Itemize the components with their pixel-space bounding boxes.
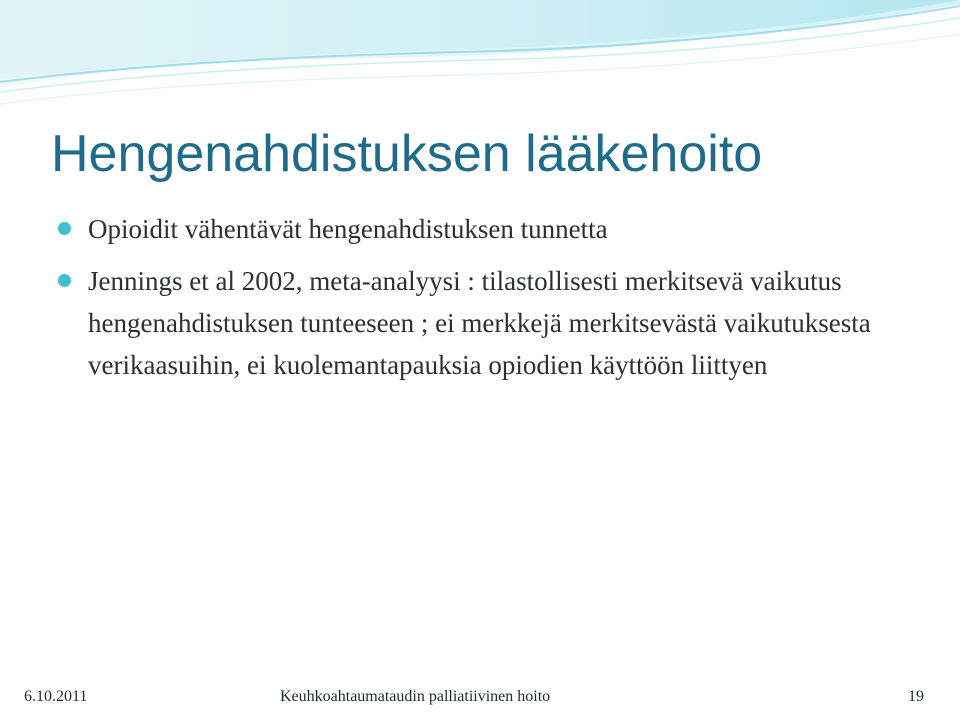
bullet-text: Jennings et al 2002, meta-analyysi : tilastollisesti merkitsevä vaikutus hengenahdistuksen tunteeseen ; ei merkkejä merkitsevästä vaikutuksesta verikaasuihin, ei kuolemantapauksia opiodien käyttöön liittyen (88, 266, 871, 380)
bullet-item (0, 208, 960, 250)
bullet-dot-icon (58, 274, 71, 287)
bullet-text: Opioidit vähentävät hengenahdistuksen tunnetta (88, 214, 608, 244)
bullet-item (0, 260, 928, 386)
bullet-dot-icon (58, 222, 71, 235)
header-wave-decoration (0, 0, 960, 120)
slide-footer (0, 686, 960, 710)
footer-title: Keuhkoahtaumataudin palliatiivinen hoito (280, 688, 551, 705)
bullet-list (0, 208, 960, 396)
footer-date: 6.10.2011 (24, 688, 88, 705)
page-number: 19 (908, 688, 924, 705)
slide-title: Hengenahdistuksen lääkehoito (51, 125, 763, 183)
